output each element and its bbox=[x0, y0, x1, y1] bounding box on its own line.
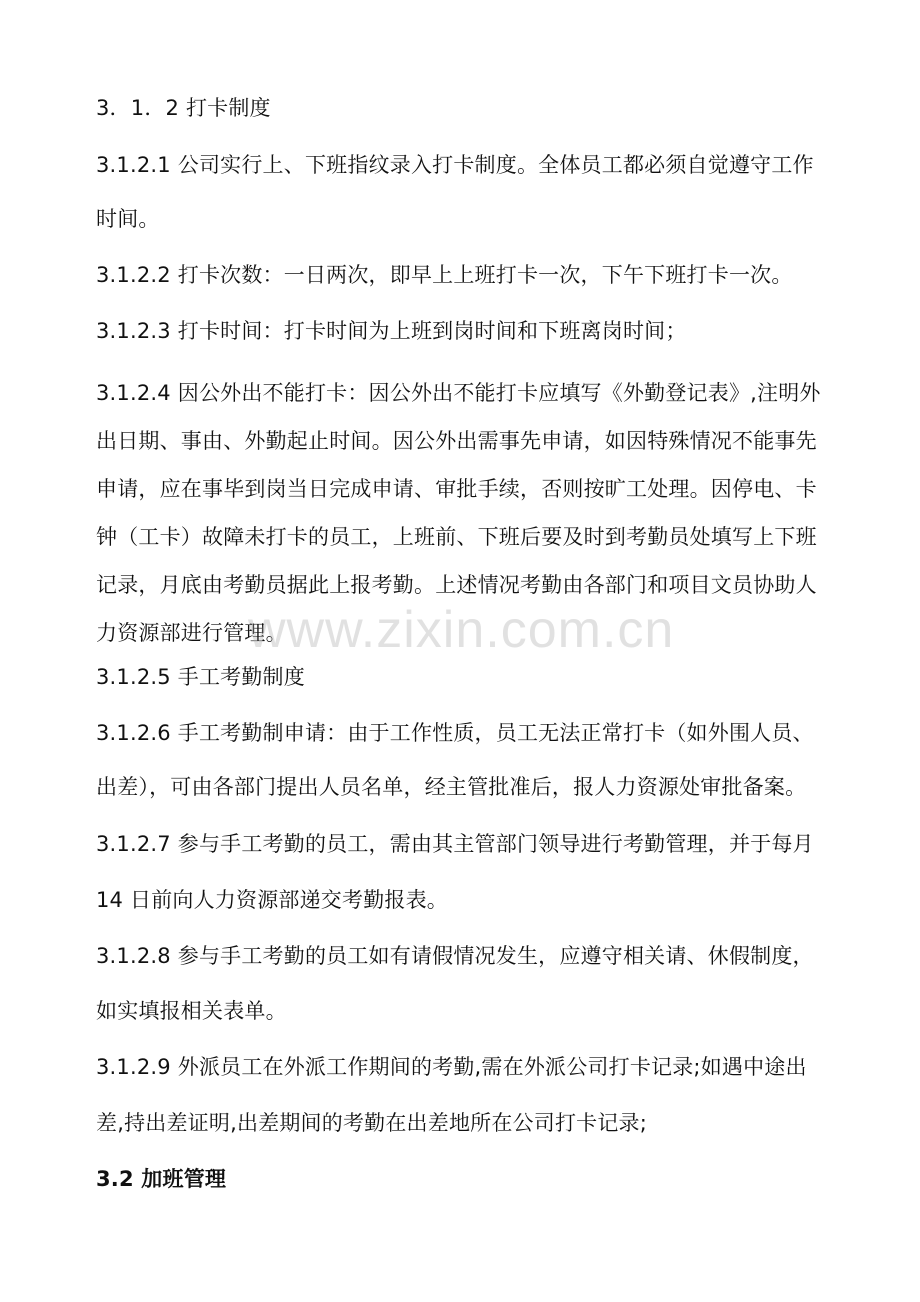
subsection-title-3-1-2-5: 3.1.2.5 手工考勤制度 bbox=[96, 665, 305, 689]
watermark-text: www.zixin.com.cn bbox=[248, 601, 675, 659]
paragraph-line: 3.1.2.6 手工考勤制申请：由于工作性质，员工无法正常打卡（如外围人员、 bbox=[96, 721, 814, 745]
paragraph-line: 3.1.2.8 参与手工考勤的员工如有请假情况发生，应遵守相关请、休假制度， bbox=[96, 944, 814, 968]
paragraph-line: 3.1.2.1 公司实行上、下班指纹录入打卡制度。全体员工都必须自觉遵守工作 bbox=[96, 153, 814, 177]
paragraph-line: 时间。 bbox=[96, 207, 160, 231]
paragraph-line: 3.1.2.9 外派员工在外派工作期间的考勤,需在外派公司打卡记录;如遇中途出 bbox=[96, 1055, 807, 1079]
paragraph-line: 钟（工卡）故障未打卡的员工，上班前、下班后要及时到考勤员处填写上下班 bbox=[96, 525, 817, 549]
paragraph-line: 差,持出差证明,出差期间的考勤在出差地所在公司打卡记录; bbox=[96, 1111, 648, 1135]
paragraph-line: 力资源部进行管理。 bbox=[96, 621, 287, 645]
paragraph-line: 3.1.2.3 打卡时间：打卡时间为上班到岗时间和下班离岗时间； bbox=[96, 319, 687, 343]
paragraph-line: 如实填报相关表单。 bbox=[96, 999, 287, 1023]
section-heading-3-2: 3.2 加班管理 bbox=[96, 1167, 227, 1191]
paragraph-line: 3.1.2.7 参与手工考勤的员工，需由其主管部门领导进行考勤管理，并于每月 bbox=[96, 832, 814, 856]
paragraph-line: 3.1.2.2 打卡次数：一日两次，即早上上班打卡一次，下午下班打卡一次。 bbox=[96, 263, 793, 287]
paragraph-line: 14 日前向人力资源部递交考勤报表。 bbox=[96, 888, 448, 912]
paragraph-line: 记录，月底由考勤员据此上报考勤。上述情况考勤由各部门和项目文员协助人 bbox=[96, 573, 817, 597]
paragraph-line: 3.1.2.4 因公外出不能打卡：因公外出不能打卡应填写《外勤登记表》,注明外 bbox=[96, 381, 821, 405]
paragraph-line: 出日期、事由、外勤起止时间。因公外出需事先申请，如因特殊情况不能事先 bbox=[96, 429, 817, 453]
section-heading-3-1-2: 3．1．2 打卡制度 bbox=[96, 96, 271, 120]
paragraph-line: 申请，应在事毕到岗当日完成申请、审批手续，否则按旷工处理。因停电、卡 bbox=[96, 477, 817, 501]
paragraph-line: 出差），可由各部门提出人员名单，经主管批准后，报人力资源处审批备案。 bbox=[96, 775, 807, 799]
